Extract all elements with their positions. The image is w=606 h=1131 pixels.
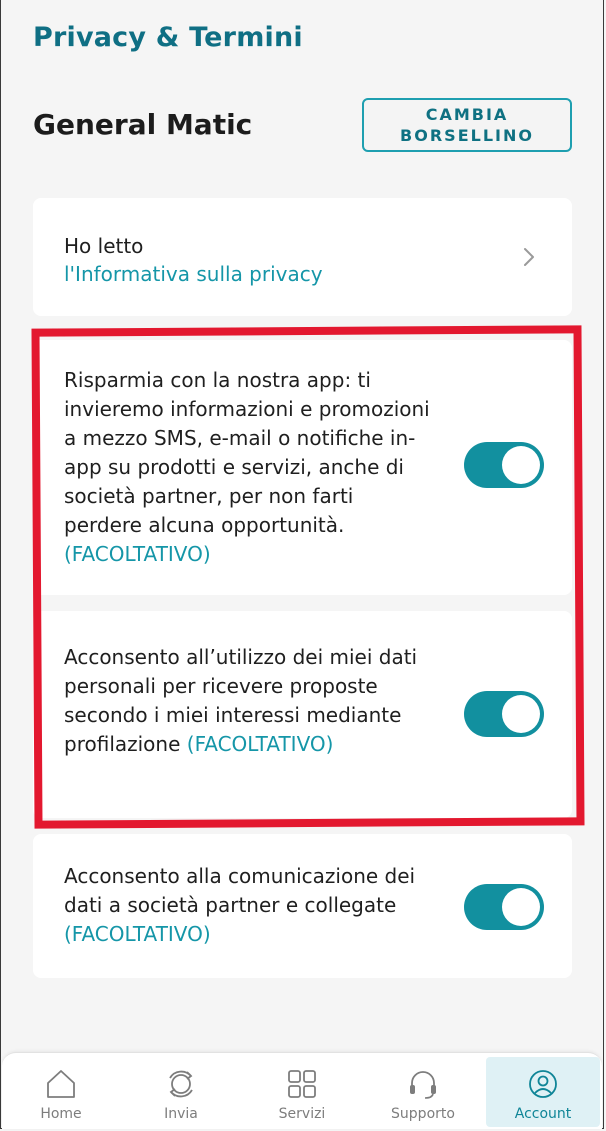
consent-card-partners	[33, 834, 572, 978]
consent-marketing-label: Risparmia con la nostra app: ti invieremo informazioni e promozioni a mezzo SMS, e-mail o notifiche in-app su prodotti e servizi, anche di società partner, per non farti perdere alcuna opportunità.	[64, 368, 430, 537]
nav-services-label: Servizi	[278, 1106, 326, 1122]
privacy-policy-text	[64, 232, 323, 288]
privacy-policy-card[interactable]	[33, 198, 572, 316]
change-wallet-label-line1: CAMBIA	[425, 105, 509, 124]
nav-send-label: Invia	[164, 1106, 198, 1122]
wallet-name: General Matic	[33, 108, 253, 141]
consent-text-marketing	[64, 366, 434, 569]
bottom-navigation	[2, 1052, 602, 1129]
nav-services[interactable]	[245, 1057, 359, 1127]
partners-consent-toggle[interactable]	[464, 884, 544, 930]
consent-text-partners	[64, 862, 434, 949]
privacy-policy-link[interactable]: l'Informativa sulla privacy	[64, 262, 323, 286]
profiling-consent-toggle[interactable]	[464, 691, 544, 737]
change-wallet-button[interactable]	[362, 98, 572, 152]
nav-support-label: Supporto	[391, 1106, 455, 1122]
user-icon	[526, 1067, 560, 1101]
toggle-knob	[502, 446, 540, 484]
consent-profiling-label: Acconsento all’utilizzo dei miei dati personali per ricevere proposte secondo i miei interessi mediante profilazione	[64, 645, 418, 756]
marketing-consent-toggle[interactable]	[464, 442, 544, 488]
consent-text-profiling	[64, 643, 434, 759]
nav-account-label: Account	[514, 1106, 572, 1122]
grid-icon	[285, 1067, 319, 1101]
nav-send[interactable]	[124, 1057, 238, 1127]
optional-tag: (FACOLTATIVO)	[186, 732, 334, 756]
page-title: Privacy & Termini	[33, 22, 303, 53]
optional-tag: (FACOLTATIVO)	[64, 542, 211, 566]
chevron-right-icon	[520, 246, 538, 268]
privacy-prefix: Ho letto	[64, 234, 144, 258]
consent-card-marketing	[33, 340, 572, 595]
consent-card-profiling	[33, 611, 572, 818]
change-wallet-label-line2: BORSELLINO	[400, 126, 534, 145]
send-icon	[164, 1067, 198, 1101]
nav-support[interactable]	[366, 1057, 480, 1127]
home-icon	[44, 1067, 78, 1101]
headset-icon	[406, 1067, 440, 1101]
consent-partners-label: Acconsento alla comunicazione dei dati a società partner e collegate	[64, 864, 416, 917]
optional-tag: (FACOLTATIVO)	[64, 922, 211, 946]
toggle-knob	[502, 888, 540, 926]
toggle-knob	[502, 695, 540, 733]
nav-home[interactable]	[4, 1057, 118, 1127]
nav-home-label: Home	[40, 1106, 82, 1122]
nav-account[interactable]	[486, 1057, 600, 1127]
